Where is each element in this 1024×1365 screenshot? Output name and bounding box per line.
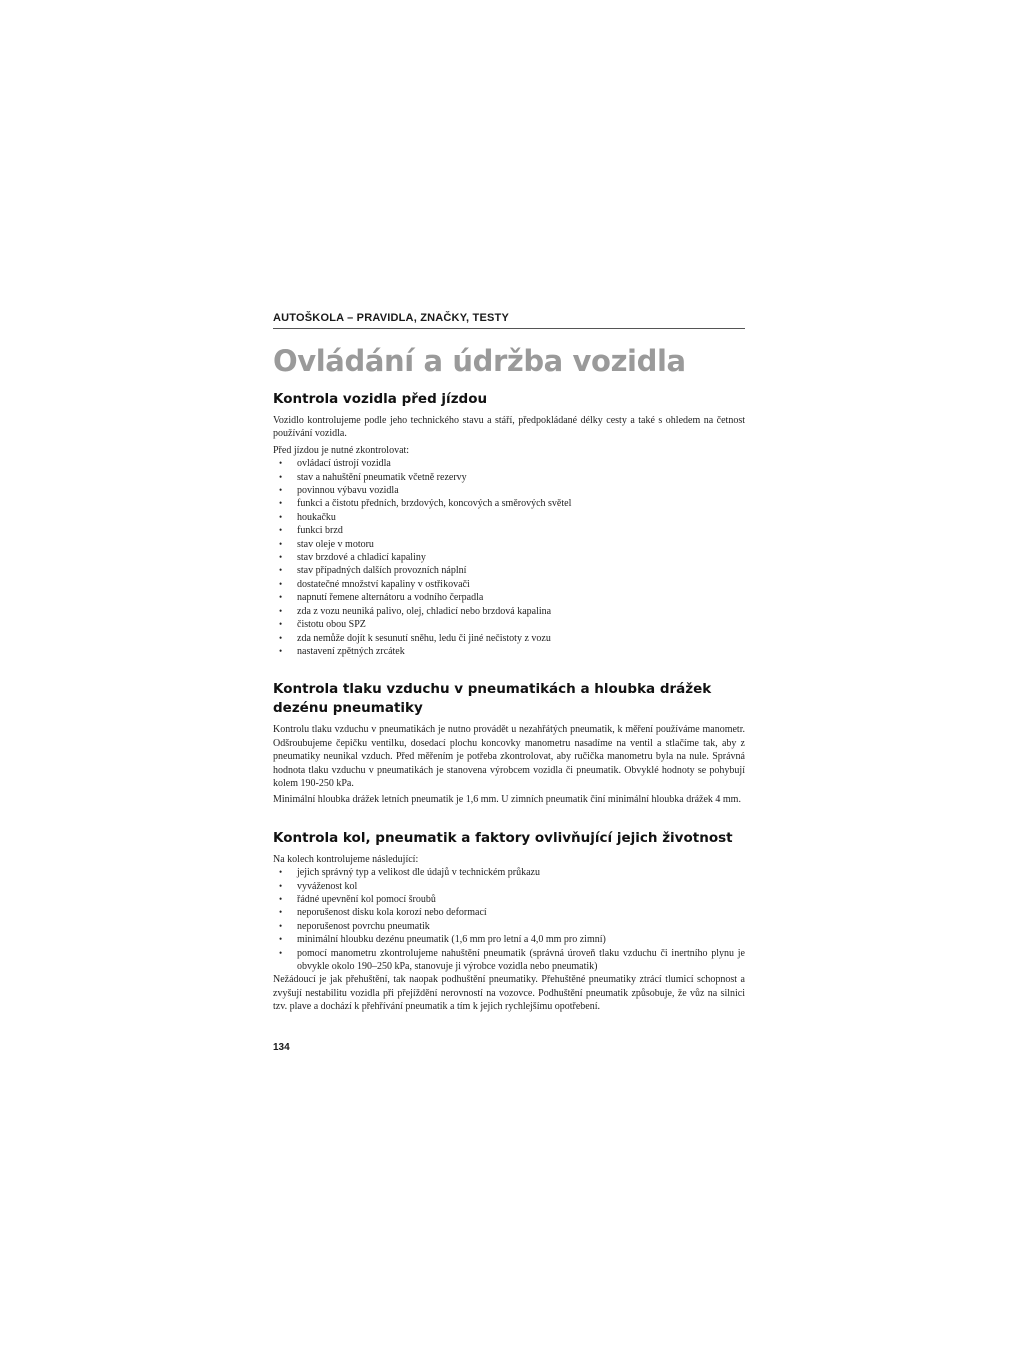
list-item: • pomocí manometru zkontrolujeme nahuštění pneumatik (správná úroveň tlaku vzduchu či inertního plynu je obvykle okolo 190–250 kPa, stanovuje ji výrobce vozidla nebo pneumatik) — [279, 947, 745, 972]
bullet-icon: • — [279, 619, 283, 630]
list-item: • neporušenost povrchu pneumatik — [279, 920, 430, 932]
bullet-icon: • — [279, 645, 283, 656]
bullet-icon: • — [279, 485, 283, 496]
list-item: • dostatečné množství kapaliny v ostřikovači — [279, 578, 470, 590]
running-head: AUTOŠKOLA – PRAVIDLA, ZNAČKY, TESTY — [273, 312, 745, 329]
list-item: • stav případných dalších provozních náplní — [279, 565, 467, 577]
list-item: • funkci a čistotu předních, brzdových, koncových a směrových světel — [279, 498, 572, 510]
list-item: • neporušenost disku kola korozí nebo deformací — [279, 907, 487, 919]
section-intro-paragraph: Vozidlo kontrolujeme podle jeho technického stavu a stáří, předpokládané délky cesty a také s ohledem na četnost používání vozidla. — [273, 415, 745, 440]
bullet-icon: • — [279, 947, 283, 958]
list-item: • čistotu obou SPZ — [279, 619, 366, 631]
bullet-icon: • — [279, 867, 283, 878]
section-title-wheels-tires: Kontrola kol, pneumatik a faktory ovlivňující jejich životnost — [273, 829, 733, 846]
list-item: • funkci brzd — [279, 525, 343, 537]
bullet-icon: • — [279, 934, 283, 945]
bullet-icon: • — [279, 632, 283, 643]
list-item: • nastavení zpětných zrcátek — [279, 645, 405, 657]
list-item: • ovládací ústrojí vozidla — [279, 458, 391, 470]
bullet-icon: • — [279, 552, 283, 563]
pre-drive-checklist — [273, 457, 745, 658]
tire-inflation-paragraph: Nežádoucí je jak přehuštění, tak naopak podhuštění pneumatiky. Přehuštěné pneumatiky ztrácí tlumicí schopnost a zvyšují nestabilitu vozidla při přejíždění nerovností na vozovce. Podhuštění pneumatik způsobuje, že vůz na silnici tzv. plave a dochází k přehřívání pneumatik a tím k jejich rychlejšímu opotřebení. — [273, 974, 745, 1013]
bullet-icon: • — [279, 538, 283, 549]
list-item: • zda z vozu neuniká palivo, olej, chladicí nebo brzdová kapalina — [279, 605, 552, 617]
checklist-lead: Před jízdou je nutné zkontrolovat: — [273, 444, 410, 456]
list-item: • minimální hloubku dezénu pneumatik (1,6 mm pro letní a 4,0 mm pro zimní) — [279, 934, 606, 946]
bullet-icon: • — [279, 592, 283, 603]
bullet-icon: • — [279, 565, 283, 576]
tread-depth-paragraph: Minimální hloubka drážek letních pneumatik je 1,6 mm. U zimních pneumatik činí minimální hloubka drážek 4 mm. — [273, 794, 741, 806]
section-title-tire-pressure: Kontrola tlaku vzduchu v pneumatikách a hloubka drážek dezénu pneumatiky — [273, 681, 712, 717]
list-item: • povinnou výbavu vozidla — [279, 485, 399, 497]
section-title-pre-drive-check: Kontrola vozidla před jízdou — [273, 391, 488, 407]
bullet-icon: • — [279, 525, 283, 536]
list-item: • zda nemůže dojít k sesunutí sněhu, ledu či jiné nečistoty z vozu — [279, 632, 551, 644]
list-item: • jejich správný typ a velikost dle údajů v technickém průkazu — [279, 867, 540, 879]
list-item: • stav oleje v motoru — [279, 538, 374, 550]
list-item: • houkačku — [279, 511, 336, 523]
book-page — [273, 312, 745, 1053]
tire-pressure-paragraph: Kontrolu tlaku vzduchu v pneumatikách je nutno provádět u nezahřátých pneumatik, k měření používáme manometr. Odšroubujeme čepičku ventilku, dosedací plochu koncovky manometru nasadíme na ventil a stlačíme tak, aby z pneumatiky neunikal vzduch. Před měřením je potřeba zkontrolovat, aby ručička manometru byla na nule. Správná hodnota tlaku vzduchu v pneumatikách je stanovena výrobcem vozidla či pneumatik. Obvyklé hodnoty se pohybují kolem 190-250 kPa. — [273, 724, 745, 789]
bullet-icon: • — [279, 511, 283, 522]
list-item: • stav brzdové a chladicí kapaliny — [279, 552, 426, 564]
bullet-icon: • — [279, 578, 283, 589]
bullet-icon: • — [279, 880, 283, 891]
wheel-check-lead: Na kolech kontrolujeme následující: — [273, 853, 419, 865]
list-item: • vyváženost kol — [279, 880, 358, 892]
list-item: • stav a nahuštění pneumatik včetně rezervy — [279, 471, 467, 483]
wheel-checklist — [273, 866, 745, 973]
list-item: • napnutí řemene alternátoru a vodního čerpadla — [279, 592, 484, 604]
bullet-icon: • — [279, 471, 283, 482]
page-number: 134 — [273, 1041, 290, 1053]
bullet-icon: • — [279, 458, 283, 469]
list-item: • řádné upevnění kol pomocí šroubů — [279, 893, 436, 905]
chapter-title: Ovládání a údržba vozidla — [273, 344, 686, 378]
bullet-icon: • — [279, 920, 283, 931]
bullet-icon: • — [279, 907, 283, 918]
bullet-icon: • — [279, 498, 283, 509]
bullet-icon: • — [279, 605, 283, 616]
bullet-icon: • — [279, 893, 283, 904]
